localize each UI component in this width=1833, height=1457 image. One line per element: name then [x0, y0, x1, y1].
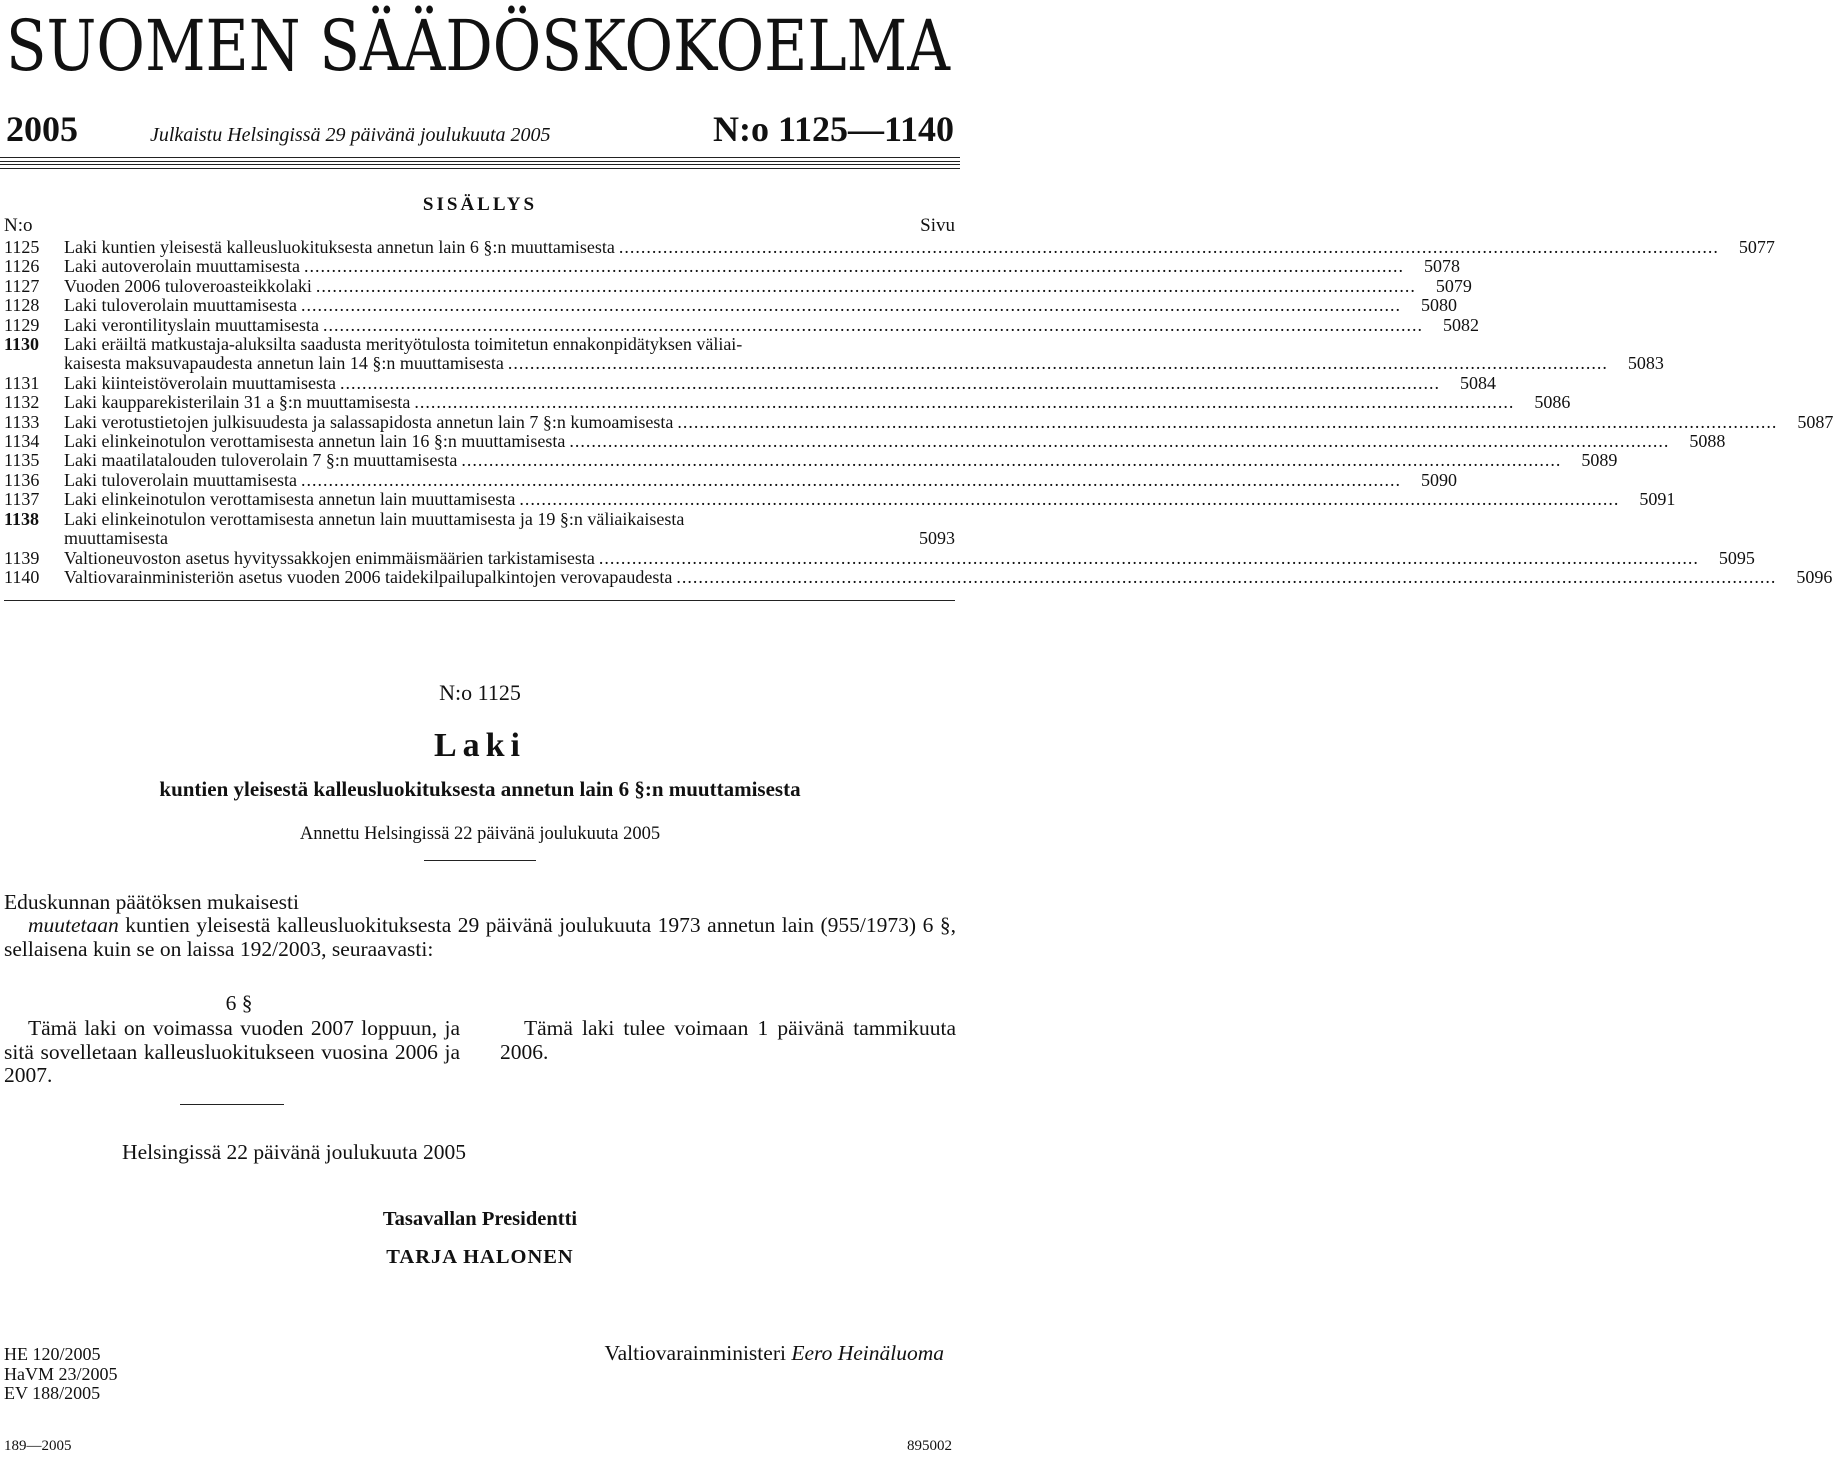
toc-num: 1127 — [4, 275, 40, 296]
dot-leader: ........................................................................................................................................................................................................ — [677, 411, 1778, 432]
dot-leader: ........................................................................................................................................................................................................ — [300, 295, 1401, 316]
table-of-contents — [4, 237, 1833, 587]
toc-num: 1139 — [4, 547, 40, 568]
entry-into-force: Tämä laki tulee voimaan 1 päivänä tammikuuta 2006. — [500, 1016, 956, 1064]
toc-num: 1134 — [4, 431, 40, 452]
toc-row — [4, 547, 1755, 568]
dot-leader: ........................................................................................................................................................................................................ — [569, 431, 1670, 452]
toc-title: Laki kaupparekisterilain 31 a §:n muuttamisesta — [64, 392, 411, 413]
toc-row — [4, 469, 1457, 490]
reference: HE 120/2005 — [4, 1344, 101, 1364]
toc-row — [4, 237, 1775, 257]
dot-leader: ........................................................................................................................................................................................................ — [507, 353, 1608, 374]
toc-title: muuttamisesta — [64, 528, 168, 549]
toc-page: 5082 — [1442, 314, 1479, 335]
law-subtitle: kuntien yleisestä kalleusluokituksesta annetun lain 6 §:n muuttamisesta — [159, 777, 801, 801]
section-number: 6 § — [225, 991, 253, 1015]
year: 2005 — [6, 109, 78, 149]
toc-page: 5083 — [1627, 353, 1664, 374]
reference: EV 188/2005 — [4, 1383, 101, 1403]
toc-page: 5091 — [1639, 489, 1676, 510]
toc-num: 1133 — [4, 411, 40, 432]
toc-title: Laki kiinteistöverolain muuttamisesta — [64, 372, 336, 393]
toc-page: 5077 — [1738, 237, 1775, 257]
toc-title: Laki elinkeinotulon verottamisesta annetun lain muuttamisesta — [64, 489, 516, 510]
toc-divider — [4, 600, 955, 601]
toc-title: Laki tuloverolain muuttamisesta — [64, 469, 297, 490]
dot-leader: ........................................................................................................................................................................................................ — [300, 469, 1401, 490]
toc-row-continued — [4, 529, 955, 548]
toc-header — [4, 215, 955, 237]
toc-num: 1128 — [4, 295, 40, 316]
president-title: Tasavallan Presidentti — [382, 1208, 578, 1230]
minister-name: Eero Heinäluoma — [791, 1341, 944, 1365]
dot-leader: ........................................................................................................................................................................................................ — [461, 450, 1562, 471]
rule-line — [0, 168, 960, 169]
dot-leader: ........................................................................................................................................................................................................ — [519, 489, 1620, 510]
toc-num: 1132 — [4, 392, 40, 413]
toc-title: Vuoden 2006 tuloveroasteikkolaki — [64, 275, 312, 296]
toc-title: Laki tuloverolain muuttamisesta — [64, 295, 297, 316]
masthead-title: SUOMEN SÄÄDÖSKOKOELMA — [6, 5, 952, 87]
toc-page: 5096 — [1796, 566, 1833, 587]
toc-num: 1138 — [4, 508, 40, 529]
toc-row — [4, 295, 1457, 316]
toc-row — [4, 510, 955, 529]
dot-leader: ........................................................................................................................................................................................................ — [315, 275, 1416, 296]
dot-leader: ........................................................................................................................................................................................................ — [322, 314, 1423, 335]
divider — [424, 860, 536, 861]
toc-page: 5086 — [1534, 392, 1571, 413]
toc-page: 5089 — [1581, 450, 1618, 471]
toc-title: Laki kuntien yleisestä kalleusluokituksesta annetun lain 6 §:n muuttamisesta — [64, 237, 615, 257]
dot-leader: ........................................................................................................................................................................................................ — [339, 372, 1440, 393]
toc-row-continued — [4, 353, 1664, 374]
toc-row — [4, 314, 1479, 335]
toc-title: Laki verontilityslain muuttamisesta — [64, 314, 319, 335]
toc-num: 1137 — [4, 489, 40, 510]
dot-leader: ........................................................................................................................................................................................................ — [676, 566, 1777, 587]
toc-title: Laki elinkeinotulon verottamisesta annetun lain muuttamisesta ja 19 §:n väliaikaisesta — [64, 508, 685, 529]
law-type: Laki — [433, 727, 527, 764]
divider — [180, 1104, 284, 1105]
intro-verb: muutetaan — [28, 913, 119, 937]
masthead — [6, 5, 956, 87]
toc-page: 5093 — [919, 528, 955, 549]
intro-paragraph — [4, 914, 956, 961]
masthead-title-svg — [6, 5, 956, 87]
toc-title: Laki autoverolain muuttamisesta — [64, 256, 300, 277]
reference: HaVM 23/2005 — [4, 1363, 118, 1384]
toc-num: 1131 — [4, 372, 40, 393]
toc-title: Laki elinkeinotulon verottamisesta annetun lain 16 §:n muuttamisesta — [64, 431, 566, 452]
dot-leader: ........................................................................................................................................................................................................ — [618, 237, 1719, 257]
toc-num-header: N:o — [4, 215, 33, 236]
toc-page: 5078 — [1423, 256, 1460, 277]
dot-leader: ........................................................................................................................................................................................................ — [598, 547, 1699, 568]
toc-page: 5079 — [1435, 275, 1472, 296]
toc-num: 1126 — [4, 256, 40, 277]
header-rules — [0, 157, 960, 171]
intro-line: Eduskunnan päätöksen mukaisesti — [4, 890, 299, 914]
toc-page: 5087 — [1797, 411, 1833, 432]
toc-page: 5090 — [1420, 469, 1457, 490]
dot-leader: ........................................................................................................................................................................................................ — [303, 256, 1404, 277]
toc-row — [4, 566, 1833, 587]
toc-row — [4, 372, 1496, 393]
president-name: TARJA HALONEN — [386, 1246, 574, 1268]
published-date: Julkaistu Helsingissä 29 päivänä joulukuuta 2005 — [150, 124, 551, 146]
minister-signature — [604, 1341, 944, 1366]
toc-num: 1136 — [4, 469, 40, 490]
toc-title: kaisesta maksuvapaudesta annetun lain 14 §:n muuttamisesta — [64, 353, 504, 374]
toc-num: 1130 — [4, 334, 40, 355]
toc-title: Laki verotustietojen julkisuudesta ja salassapidosta annetun lain 7 §:n kumoamisesta — [64, 411, 674, 432]
issue-numbers: N:o 1125—1140 — [712, 109, 954, 149]
toc-page: 5095 — [1718, 547, 1755, 568]
rule-line — [0, 157, 960, 158]
toc-page: 5080 — [1420, 295, 1457, 316]
rule-line — [0, 161, 960, 162]
law-given: Annettu Helsingissä 22 päivänä joulukuuta 2005 — [299, 824, 661, 844]
toc-num: 1135 — [4, 450, 40, 471]
contents-title: SISÄLLYS — [422, 194, 538, 215]
place-date: Helsingissä 22 päivänä joulukuuta 2005 — [122, 1140, 466, 1164]
toc-num: 1125 — [4, 237, 40, 257]
toc-num: 1129 — [4, 314, 40, 335]
toc-row — [4, 489, 1676, 510]
toc-row — [4, 335, 955, 354]
toc-row — [4, 411, 1833, 432]
toc-row — [4, 392, 1571, 413]
toc-row — [4, 450, 1618, 471]
toc-page: 5088 — [1689, 431, 1726, 452]
publication-bar — [6, 108, 954, 150]
law-number: N:o 1125 — [439, 680, 521, 705]
toc-num: 1140 — [4, 566, 40, 587]
toc-title: Laki eräiltä matkustaja-aluksilta saadusta merityötulosta toimitetun ennakonpidätyksen väliai- — [64, 334, 743, 355]
toc-row — [4, 256, 1460, 277]
toc-title: Valtioneuvoston asetus hyvityssakkojen enimmäismäärien tarkistamisesta — [64, 547, 595, 568]
intro-text: kuntien yleisestä kalleusluokituksesta 29 päivänä joulukuuta 1973 annetun lain (955/1973) 6 §, sellaisena kuin se on laissa 192/2003, seuraavasti: — [4, 913, 956, 961]
toc-row — [4, 275, 1472, 296]
minister-title: Valtiovarainministeri — [604, 1341, 792, 1365]
footer-left: 189—2005 — [4, 1438, 72, 1454]
toc-row — [4, 431, 1726, 452]
section-text: Tämä laki on voimassa vuoden 2007 loppuun, ja sitä sovelletaan kalleusluokitukseen vuosina 2006 ja 2007. — [4, 1016, 460, 1087]
references — [4, 1345, 118, 1404]
toc-title: Laki maatilatalouden tuloverolain 7 §:n muuttamisesta — [64, 450, 458, 471]
dot-leader: ........................................................................................................................................................................................................ — [414, 392, 1515, 413]
rule-line — [0, 164, 960, 165]
toc-title: Valtiovarainministeriön asetus vuoden 2006 taidekilpailupalkintojen verovapaudesta — [64, 566, 673, 587]
toc-page-header: Sivu — [920, 215, 955, 236]
toc-page: 5084 — [1459, 372, 1496, 393]
footer-right: 895002 — [907, 1438, 952, 1454]
